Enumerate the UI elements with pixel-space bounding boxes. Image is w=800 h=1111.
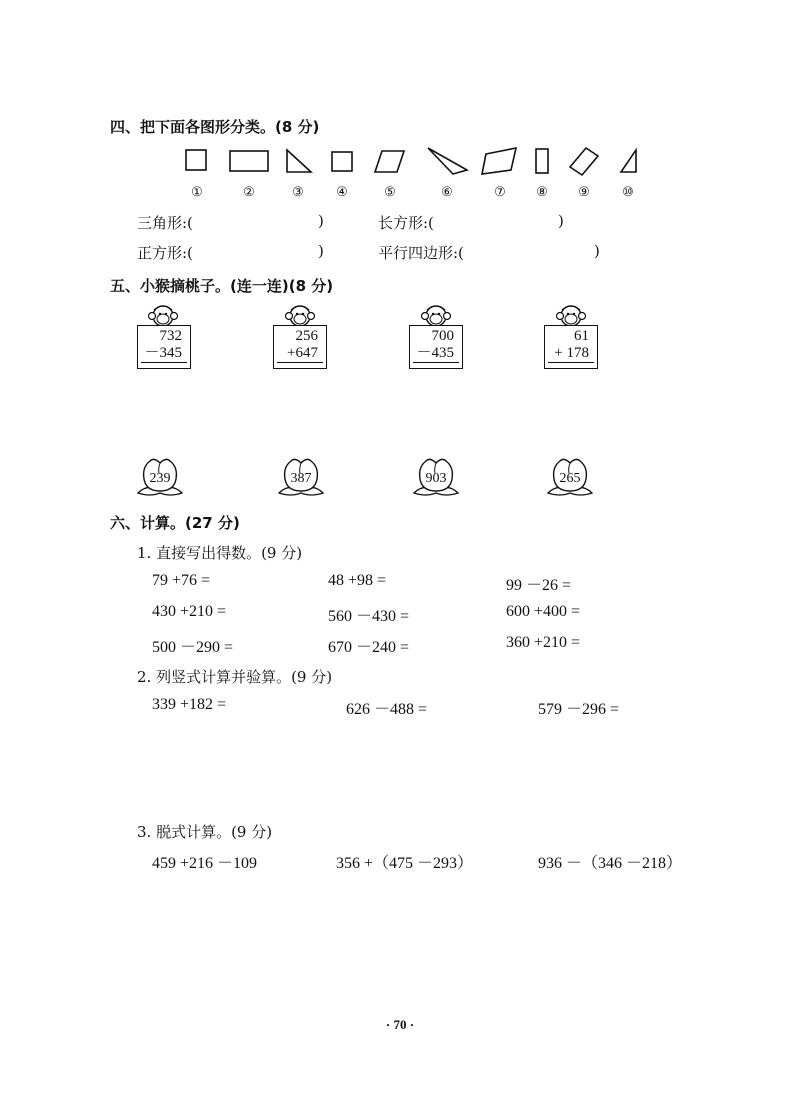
part1-r2-c2: 560 －430 = [328, 608, 410, 625]
shape-6-triangle [428, 148, 467, 174]
monkey-icon-2 [286, 306, 315, 326]
category-square-close: ) [318, 242, 324, 260]
monkey-card-2[interactable] [273, 325, 327, 369]
part1-r3-c3: 360 +210 = [506, 634, 581, 651]
part3-title: 3. 脱式计算。(9 分) [137, 823, 273, 841]
category-parallelogram-label: 平行四边形:( [378, 244, 464, 262]
shape-8-rectangle [536, 149, 548, 173]
category-parallelogram-close: ) [594, 242, 600, 260]
part2-item-2: 626 －488 = [346, 701, 428, 718]
monkey-icon-4 [557, 306, 586, 326]
part3-item-1: 459 +216 －109 [152, 855, 258, 872]
shape-2-rectangle [230, 151, 268, 171]
shape-10-triangle [621, 150, 636, 172]
monkey-icon-3 [422, 306, 451, 326]
monkey-card-3[interactable] [409, 325, 463, 369]
shape-9-rectangle-tilted [570, 148, 598, 175]
part3-item-2: 356 +（475 －293） [336, 855, 474, 872]
part1-r3-c2: 670 －240 = [328, 639, 410, 656]
part1-r2-c1: 430 +210 = [152, 603, 227, 620]
card-2-top: 256 [295, 328, 318, 344]
category-triangle-close: ) [318, 212, 324, 230]
part2-item-1: 339 +182 = [152, 696, 227, 713]
part1-r1-c3: 99 －26 = [506, 577, 572, 594]
section6-title: 六、计算。(27 分) [110, 514, 240, 532]
card-3-bottom: －435 [413, 345, 459, 363]
category-triangle-label: 三角形:( [137, 214, 193, 232]
shape-number-3: ③ [292, 185, 304, 200]
card-1-bottom: －345 [141, 345, 187, 363]
part1-r1-c2: 48 +98 = [328, 572, 387, 589]
shape-1-square [186, 150, 206, 170]
peach-3-value[interactable]: 903 [425, 471, 447, 486]
part1-title: 1. 直接写出得数。(9 分) [137, 544, 303, 562]
shape-3-right-triangle [287, 150, 311, 172]
card-4-top: 61 [574, 328, 589, 344]
monkey-icons [0, 300, 800, 340]
shape-number-1: ① [191, 185, 203, 200]
card-4-bottom: + 178 [548, 345, 594, 363]
monkey-card-4[interactable] [544, 325, 598, 369]
part1-r3-c1: 500 －290 = [152, 639, 234, 656]
shape-7-parallelogram [482, 148, 516, 174]
shape-number-9: ⑨ [578, 185, 590, 200]
shape-number-2: ② [243, 185, 255, 200]
shape-number-4: ④ [336, 185, 348, 200]
part2-title: 2. 列竖式计算并验算。(9 分) [137, 668, 333, 686]
shape-number-5: ⑤ [384, 185, 396, 200]
monkey-icon-1 [149, 306, 178, 326]
peach-4-value[interactable]: 265 [559, 471, 581, 486]
category-square-label: 正方形:( [137, 244, 193, 262]
section5-title: 五、小猴摘桃子。(连一连)(8 分) [110, 277, 334, 295]
part1-r2-c3: 600 +400 = [506, 603, 581, 620]
shape-4-square [332, 152, 352, 171]
shapes-figure [0, 140, 800, 190]
shape-number-6: ⑥ [441, 185, 453, 200]
card-1-top: 732 [159, 328, 182, 344]
peach-icons [0, 455, 800, 505]
peach-2-value[interactable]: 387 [290, 471, 312, 486]
part3-item-3: 936 －（346 －218） [538, 855, 683, 872]
shape-number-7: ⑦ [494, 185, 506, 200]
shape-number-8: ⑧ [536, 185, 548, 200]
card-3-top: 700 [431, 328, 454, 344]
category-rectangle-close: ) [558, 212, 564, 230]
category-rectangle-label: 长方形:( [378, 214, 434, 232]
part1-r1-c1: 79 +76 = [152, 572, 211, 589]
peach-1-value[interactable]: 239 [149, 471, 171, 486]
page-number: · 70 · [385, 1017, 415, 1032]
shape-5-parallelogram [375, 151, 404, 172]
shape-number-10: ⑩ [622, 185, 634, 200]
monkey-card-1[interactable] [137, 325, 191, 369]
card-2-bottom: +647 [277, 345, 323, 363]
section4-title: 四、把下面各图形分类。(8 分) [110, 118, 320, 136]
part2-item-3: 579 －296 = [538, 701, 620, 718]
